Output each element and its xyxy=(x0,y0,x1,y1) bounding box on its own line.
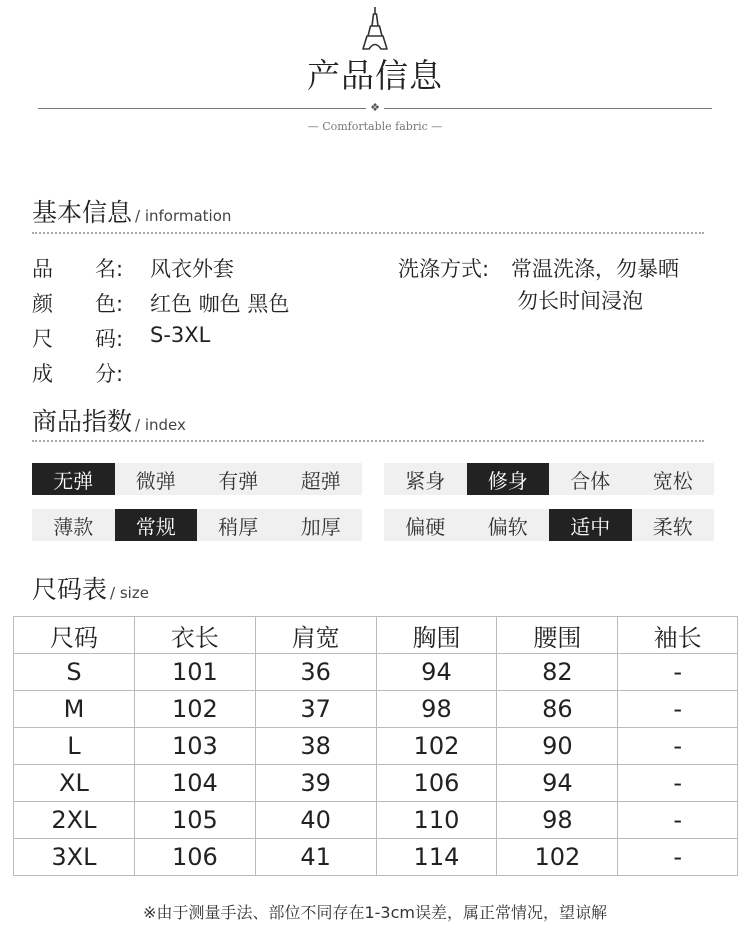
info-label: 品 名: xyxy=(32,257,124,281)
table-cell: 82 xyxy=(497,654,618,691)
table-cell: - xyxy=(618,839,738,876)
table-cell: 114 xyxy=(376,839,497,876)
table-cell: 94 xyxy=(376,654,497,691)
table-cell: 105 xyxy=(134,802,255,839)
table-cell: 90 xyxy=(497,728,618,765)
table-header-cell: 袖长 xyxy=(618,617,738,654)
index-heading xyxy=(32,402,186,438)
table-cell: 102 xyxy=(134,691,255,728)
basic-info-title: 基本信息 xyxy=(32,198,133,227)
index-group xyxy=(384,509,714,541)
basic-info-title-en: / information xyxy=(135,207,232,225)
table-cell: 2XL xyxy=(14,802,135,839)
table-header-cell: 胸围 xyxy=(376,617,497,654)
table-row xyxy=(14,654,738,691)
info-value: 红色 咖色 黑色 xyxy=(150,292,290,316)
dotted-divider xyxy=(32,232,704,234)
index-option: 紧身 xyxy=(405,468,446,493)
index-option: 有弹 xyxy=(218,468,259,493)
table-header-cell: 衣长 xyxy=(134,617,255,654)
table-header-row xyxy=(14,617,738,654)
header-subtitle: — Comfortable fabric — xyxy=(307,120,443,133)
table-cell: 39 xyxy=(255,765,376,802)
index-option: 稍厚 xyxy=(218,514,259,539)
wash-label: 洗涤方式: xyxy=(398,257,490,281)
size-title-en: / size xyxy=(110,584,149,602)
index-option: 柔软 xyxy=(652,514,693,539)
table-cell: 36 xyxy=(255,654,376,691)
table-cell: L xyxy=(14,728,135,765)
table-cell: 3XL xyxy=(14,839,135,876)
table-cell: 102 xyxy=(376,728,497,765)
table-cell: - xyxy=(618,728,738,765)
index-option: 超弹 xyxy=(300,468,341,493)
page-title: 产品信息 xyxy=(307,56,443,95)
table-cell: 40 xyxy=(255,802,376,839)
table-row xyxy=(14,765,738,802)
index-title-en: / index xyxy=(135,416,186,434)
table-cell: 110 xyxy=(376,802,497,839)
table-cell: M xyxy=(14,691,135,728)
index-option-selected: 适中 xyxy=(549,509,632,541)
table-cell: 102 xyxy=(497,839,618,876)
table-cell: - xyxy=(618,765,738,802)
table-cell: - xyxy=(618,802,738,839)
index-group xyxy=(384,463,714,495)
wash-value-line1: 常温洗涤，勿暴晒 xyxy=(511,257,679,281)
table-cell: 101 xyxy=(134,654,255,691)
table-header-cell: 肩宽 xyxy=(255,617,376,654)
index-option: 偏软 xyxy=(487,514,528,539)
table-cell: - xyxy=(618,691,738,728)
info-label: 尺 码: xyxy=(32,327,124,351)
table-cell: 98 xyxy=(376,691,497,728)
eiffel-tower-icon xyxy=(360,6,390,50)
index-option-selected: 修身 xyxy=(467,463,550,495)
index-option: 加厚 xyxy=(300,514,341,539)
info-value: 风衣外套 xyxy=(150,257,234,281)
header-divider-left xyxy=(38,108,366,109)
index-group xyxy=(32,463,362,495)
table-cell: XL xyxy=(14,765,135,802)
table-cell: 98 xyxy=(497,802,618,839)
index-option: 薄款 xyxy=(53,514,94,539)
info-value: S-3XL xyxy=(150,323,211,347)
measurement-note: ※由于测量手法、部位不同存在1-3cm误差，属正常情况，望谅解 xyxy=(143,903,607,922)
dotted-divider xyxy=(32,440,704,442)
index-option: 偏硬 xyxy=(405,514,446,539)
index-option: 合体 xyxy=(570,468,611,493)
header-divider-right xyxy=(384,108,712,109)
table-row xyxy=(14,802,738,839)
table-cell: 106 xyxy=(134,839,255,876)
size-title: 尺码表 xyxy=(32,575,108,604)
table-header-cell: 尺码 xyxy=(14,617,135,654)
table-cell: 86 xyxy=(497,691,618,728)
index-option: 宽松 xyxy=(652,468,693,493)
info-label: 颜 色: xyxy=(32,292,124,316)
table-cell: 104 xyxy=(134,765,255,802)
index-option: 微弹 xyxy=(135,468,176,493)
index-option-selected: 常规 xyxy=(115,509,198,541)
info-label: 成 分: xyxy=(32,362,124,386)
table-cell: 94 xyxy=(497,765,618,802)
size-heading xyxy=(32,570,149,606)
table-cell: - xyxy=(618,654,738,691)
table-row xyxy=(14,691,738,728)
index-title: 商品指数 xyxy=(32,407,133,436)
table-cell: 103 xyxy=(134,728,255,765)
table-cell: 106 xyxy=(376,765,497,802)
table-header-cell: 腰围 xyxy=(497,617,618,654)
table-cell: 37 xyxy=(255,691,376,728)
table-cell: 38 xyxy=(255,728,376,765)
wash-value-line2: 勿长时间浸泡 xyxy=(517,289,643,313)
table-row xyxy=(14,839,738,876)
index-option-selected: 无弹 xyxy=(32,463,115,495)
table-cell: S xyxy=(14,654,135,691)
size-table xyxy=(13,616,738,876)
table-row xyxy=(14,728,738,765)
index-group xyxy=(32,509,362,541)
basic-info-heading xyxy=(32,193,231,229)
table-cell: 41 xyxy=(255,839,376,876)
divider-ornament-icon: ❖ xyxy=(370,101,380,114)
